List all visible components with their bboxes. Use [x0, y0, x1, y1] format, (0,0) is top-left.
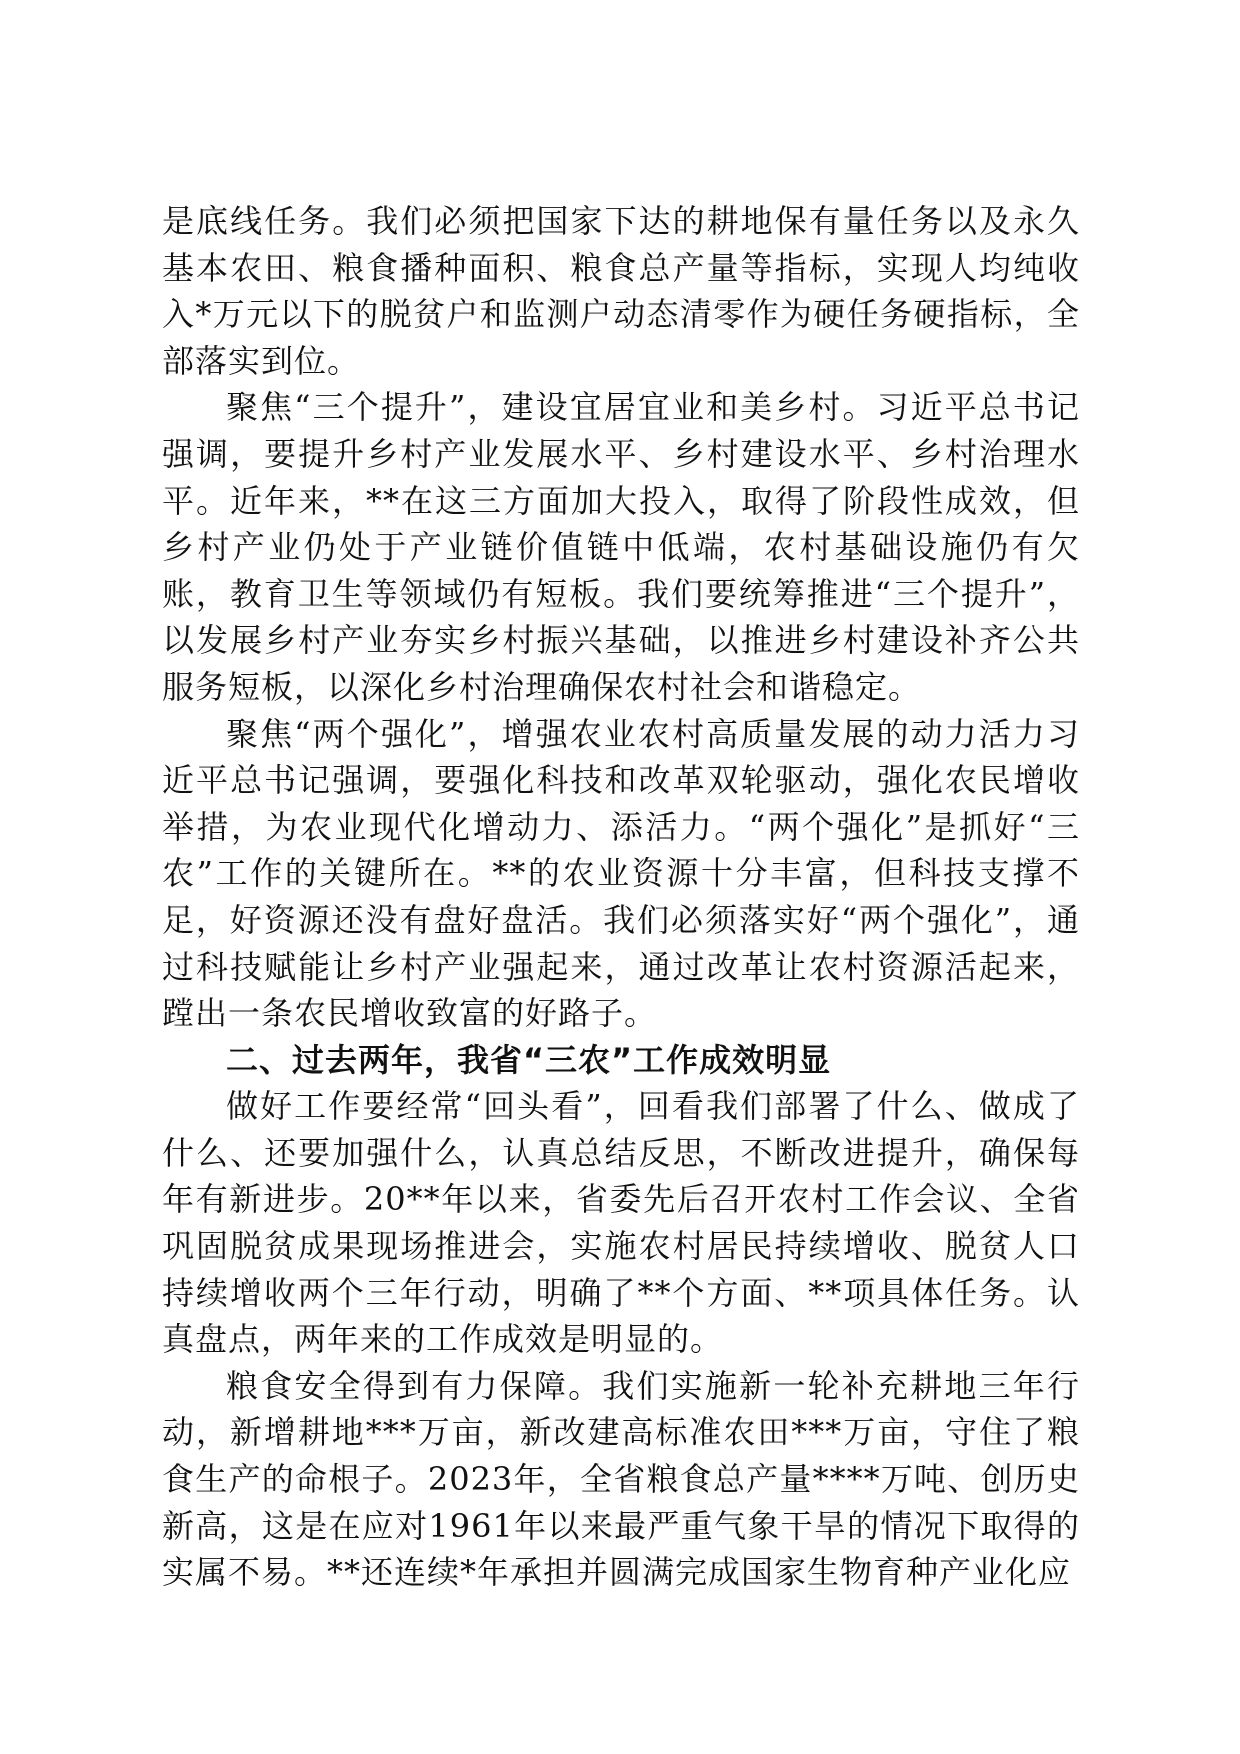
paragraph-two-strengthen: 聚焦“两个强化”，增强农业农村高质量发展的动力活力习近平总书记强调，要强化科技和改革双轮驱动，强化农民增收举措，为农业现代化增动力、添活力。“两个强化”是抓好“三农”工作的关键所在。**的农业资源十分丰富，但科技支撑不足，好资源还没有盘好盘活。我们必须落实好“两个强化”，通过科技赋能让乡村产业强起来，通过改革让农村资源活起来，蹚出一条农民增收致富的好路子。 [162, 714, 1080, 1033]
section-heading-2: 二、过去两年，我省“三农”工作成效明显 [226, 1040, 832, 1079]
paragraph-food-security: 粮食安全得到有力保障。我们实施新一轮补充耕地三年行动，新增耕地***万亩，新改建高标准农田***万亩，守住了粮食生产的命根子。2023年，全省粮食总产量****万吨、创历史新高，这是在应对1961年以来最严重气象干旱的情况下取得的实属不易。**还连续*年承担并圆满完成国家生物育种产业化应 [162, 1366, 1080, 1592]
paragraph-three-upgrades: 聚焦“三个提升”，建设宜居宜业和美乡村。习近平总书记强调，要提升乡村产业发展水平、乡村建设水平、乡村治理水平。近年来，**在这三方面加大投入，取得了阶段性成效，但乡村产业仍处于产业链价值链中低端，农村基础设施仍有欠账，教育卫生等领域仍有短板。我们要统筹推进“三个提升”，以发展乡村产业夯实乡村振兴基础，以推进乡村建设补齐公共服务短板，以深化乡村治理确保农村社会和谐稳定。 [162, 388, 1080, 706]
document-body [162, 198, 1080, 1596]
paragraph-review: 做好工作要经常“回头看”，回看我们部署了什么、做成了什么、还要加强什么，认真总结反思，不断改进提升，确保每年有新进步。20**年以来，省委先后召开农村工作会议、全省巩固脱贫成果现场推进会，实施农村居民持续增收、脱贫人口持续增收两个三年行动，明确了**个方面、**项具体任务。认真盘点，两年来的工作成效是明显的。 [162, 1087, 1080, 1359]
paragraph-1: 是底线任务。我们必须把国家下达的耕地保有量任务以及永久基本农田、粮食播种面积、粮食总产量等指标，实现人均纯收入*万元以下的脱贫户和监测户动态清零作为硬任务硬指标，全部落实到位。 [162, 202, 1080, 380]
